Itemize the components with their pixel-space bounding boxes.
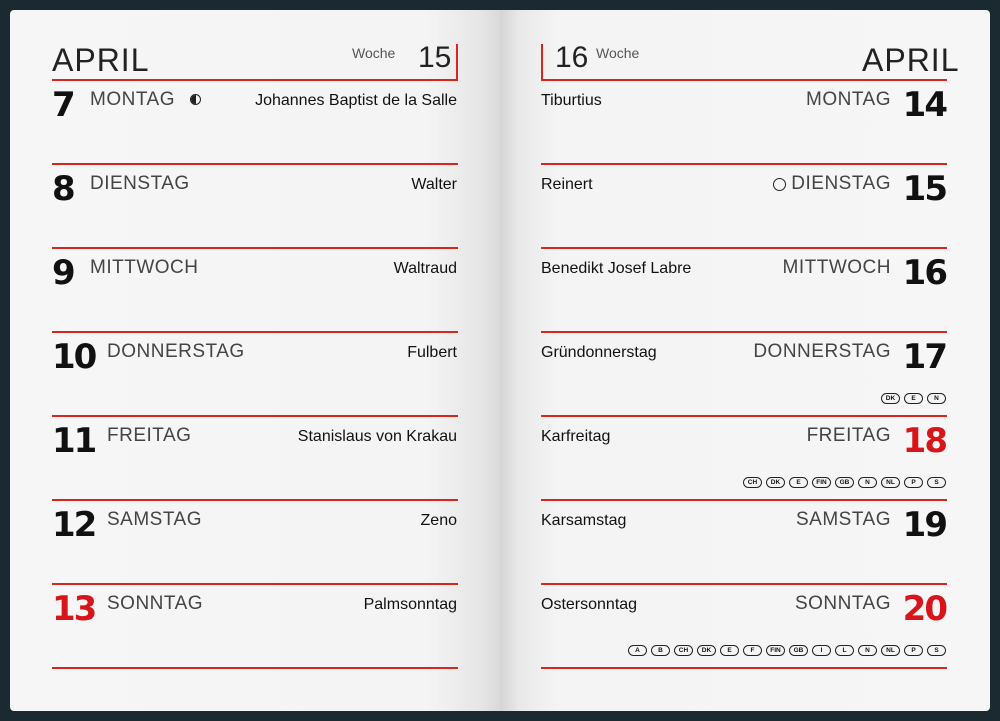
right-month-title: APRIL [862, 42, 960, 78]
country-badge: A [628, 645, 647, 656]
country-badge: GB [789, 645, 808, 656]
day-name: MITTWOCH [782, 257, 891, 278]
country-badge: DK [697, 645, 716, 656]
country-badges [881, 393, 946, 404]
left-header-rule [52, 79, 458, 81]
day-separator [52, 667, 458, 669]
country-badge: L [835, 645, 854, 656]
day-separator [541, 583, 947, 585]
day-separator [541, 247, 947, 249]
day-separator [541, 163, 947, 165]
saint-name: Karfreitag [541, 428, 611, 445]
day-number: 14 [902, 85, 946, 125]
saint-name: Tiburtius [541, 92, 602, 109]
country-badge: FIN [812, 477, 831, 488]
day-separator [541, 415, 947, 417]
day-name: SAMSTAG [107, 509, 202, 530]
country-badge: N [858, 477, 877, 488]
day-name: DONNERSTAG [107, 341, 245, 362]
day-number: 18 [902, 421, 946, 461]
day-name: MITTWOCH [90, 257, 199, 278]
day-separator [52, 583, 458, 585]
left-header-tick [456, 44, 458, 80]
day-number: 9 [52, 253, 74, 293]
day-separator [541, 331, 947, 333]
saint-name: Johannes Baptist de la Salle [255, 92, 457, 109]
saint-name: Gründonnerstag [541, 344, 657, 361]
saint-name: Waltraud [393, 260, 457, 277]
day-separator [52, 415, 458, 417]
saint-name: Reinert [541, 176, 593, 193]
country-badge: S [927, 477, 946, 488]
right-header-tick [541, 44, 543, 80]
day-name: DIENSTAG [90, 173, 190, 194]
left-week-number: 15 [418, 41, 452, 74]
saint-name: Ostersonntag [541, 596, 638, 613]
country-badge: DK [881, 393, 900, 404]
day-number: 12 [52, 505, 96, 545]
country-badge: P [904, 645, 923, 656]
day-number: 15 [902, 169, 946, 209]
country-badges [628, 645, 946, 656]
day-number: 16 [902, 253, 946, 293]
country-badge: FIN [766, 645, 785, 656]
day-separator [541, 667, 947, 669]
country-badge: S [927, 645, 946, 656]
day-number: 8 [52, 169, 74, 209]
day-separator [541, 499, 947, 501]
left-month-title: APRIL [52, 42, 150, 78]
right-week-label: Woche [596, 45, 640, 61]
country-badge: E [720, 645, 739, 656]
day-number: 17 [902, 337, 946, 377]
day-number: 11 [52, 421, 96, 461]
day-name: SONNTAG [107, 593, 204, 614]
country-badge: N [858, 645, 877, 656]
country-badge: DK [766, 477, 785, 488]
day-separator [52, 331, 458, 333]
day-separator [52, 247, 458, 249]
country-badge: P [904, 477, 923, 488]
saint-name: Zeno [420, 512, 457, 529]
day-name: MONTAG [806, 89, 891, 110]
country-badge: E [789, 477, 808, 488]
saint-name: Walter [411, 176, 457, 193]
day-name: DIENSTAG [791, 173, 891, 194]
saint-name: Karsamstag [541, 512, 627, 529]
saint-name: Palmsonntag [363, 596, 457, 613]
moon-shade [191, 95, 196, 104]
half-moon-icon [190, 94, 201, 105]
day-number: 19 [902, 505, 946, 545]
country-badge: NL [881, 645, 900, 656]
country-badge: F [743, 645, 762, 656]
day-name: FREITAG [107, 425, 192, 446]
day-number: 7 [52, 85, 74, 125]
right-week-number: 16 [555, 41, 589, 74]
day-separator [52, 499, 458, 501]
country-badge: N [927, 393, 946, 404]
country-badge: GB [835, 477, 854, 488]
saint-name: Benedikt Josef Labre [541, 260, 692, 277]
day-number: 10 [52, 337, 96, 377]
day-separator [52, 163, 458, 165]
day-number: 20 [902, 589, 946, 629]
country-badge: NL [881, 477, 900, 488]
country-badge: I [812, 645, 831, 656]
day-name: SAMSTAG [796, 509, 891, 530]
day-name: SONNTAG [794, 593, 891, 614]
saint-name: Stanislaus von Krakau [297, 428, 457, 445]
day-name: MONTAG [90, 89, 175, 110]
country-badge: CH [674, 645, 693, 656]
country-badge: E [904, 393, 923, 404]
country-badges [743, 477, 946, 488]
right-header-rule [541, 79, 947, 81]
left-week-label: Woche [352, 45, 396, 61]
full-moon-icon [773, 178, 786, 191]
day-number: 13 [52, 589, 96, 629]
day-name: DONNERSTAG [753, 341, 891, 362]
country-badge: B [651, 645, 670, 656]
saint-name: Fulbert [407, 344, 457, 361]
day-name: FREITAG [806, 425, 891, 446]
country-badge: CH [743, 477, 762, 488]
